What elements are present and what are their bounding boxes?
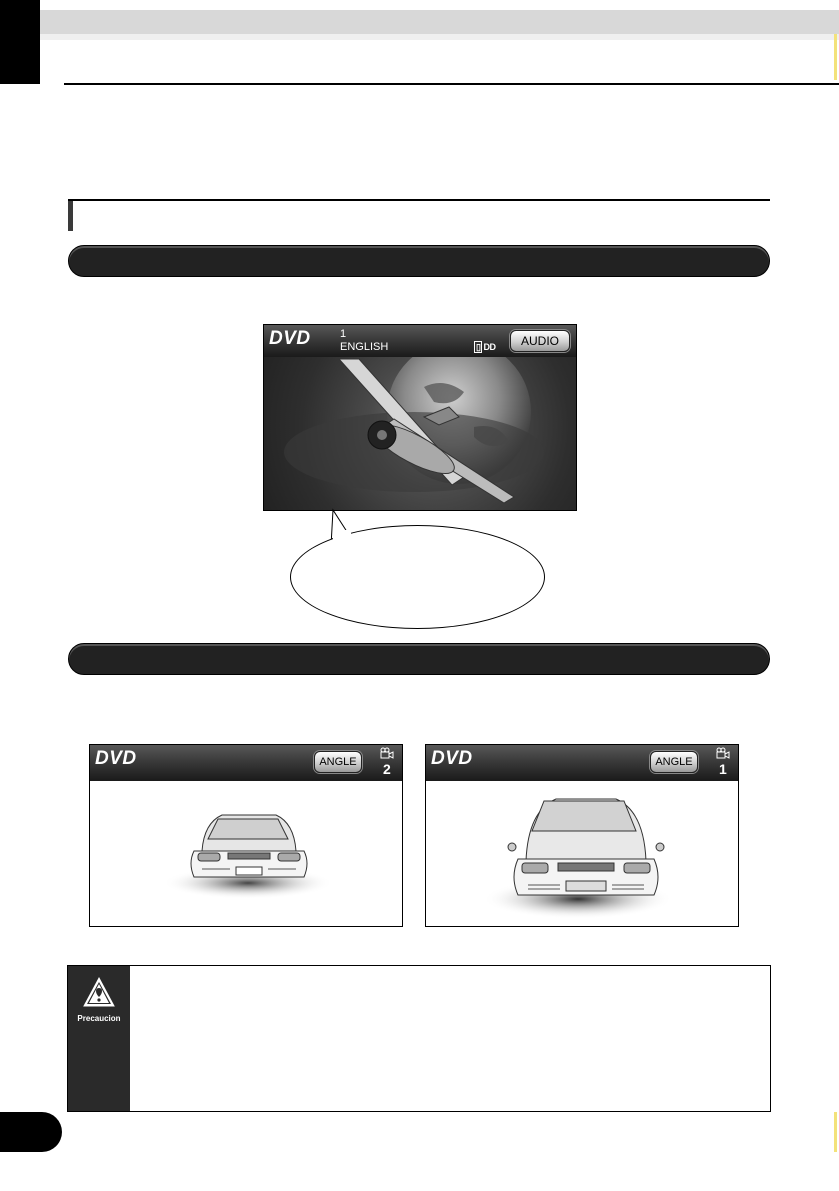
header-band (40, 10, 839, 34)
airplane-globe-illustration (264, 357, 576, 510)
camera-angle-icon (716, 747, 730, 759)
angle-button[interactable]: ANGLE (314, 751, 362, 773)
dvd-logo: DVD (269, 328, 311, 349)
audio-track-number: 1 (340, 328, 347, 340)
page-edge-marker-top (834, 34, 837, 80)
header-band-shadow (40, 34, 839, 40)
dvd-angle-screen-1 (425, 744, 739, 927)
car-front-small-illustration (90, 781, 402, 926)
car-front-large-illustration (426, 781, 738, 926)
caution-box (67, 965, 771, 1112)
section-marker (68, 201, 73, 231)
audio-language: ENGLISH (340, 341, 389, 353)
warning-icon (82, 976, 116, 1010)
subsection-bar-angle (68, 643, 770, 675)
speech-bubble-tail-cover (324, 530, 354, 544)
page-edge-marker-bottom (834, 1112, 837, 1152)
dvd-angle-screen-2 (89, 744, 403, 927)
dvd-status-bar (264, 325, 576, 357)
angle-button[interactable]: ANGLE (650, 751, 698, 773)
angle-number: 1 (719, 761, 727, 777)
dvd-status-bar (426, 745, 738, 781)
dolby-digital-badge: ▯ DD (476, 342, 496, 352)
section-rule (68, 199, 770, 201)
dvd-logo: DVD (431, 748, 473, 769)
chapter-tab (0, 0, 40, 84)
dvd-logo: DVD (95, 748, 137, 769)
camera-angle-icon (380, 747, 394, 759)
caution-sidebar (68, 966, 130, 1111)
movie-frame-airplane (264, 357, 576, 510)
page-number-tab (0, 1112, 62, 1152)
audio-button[interactable]: AUDIO (510, 330, 570, 352)
angle-number: 2 (383, 761, 391, 777)
header-rule (64, 83, 839, 85)
dvd-status-bar (90, 745, 402, 781)
caution-label: Precaucion (77, 1014, 121, 1023)
subsection-bar-audio (68, 245, 770, 277)
dvd-audio-screen (263, 324, 577, 511)
